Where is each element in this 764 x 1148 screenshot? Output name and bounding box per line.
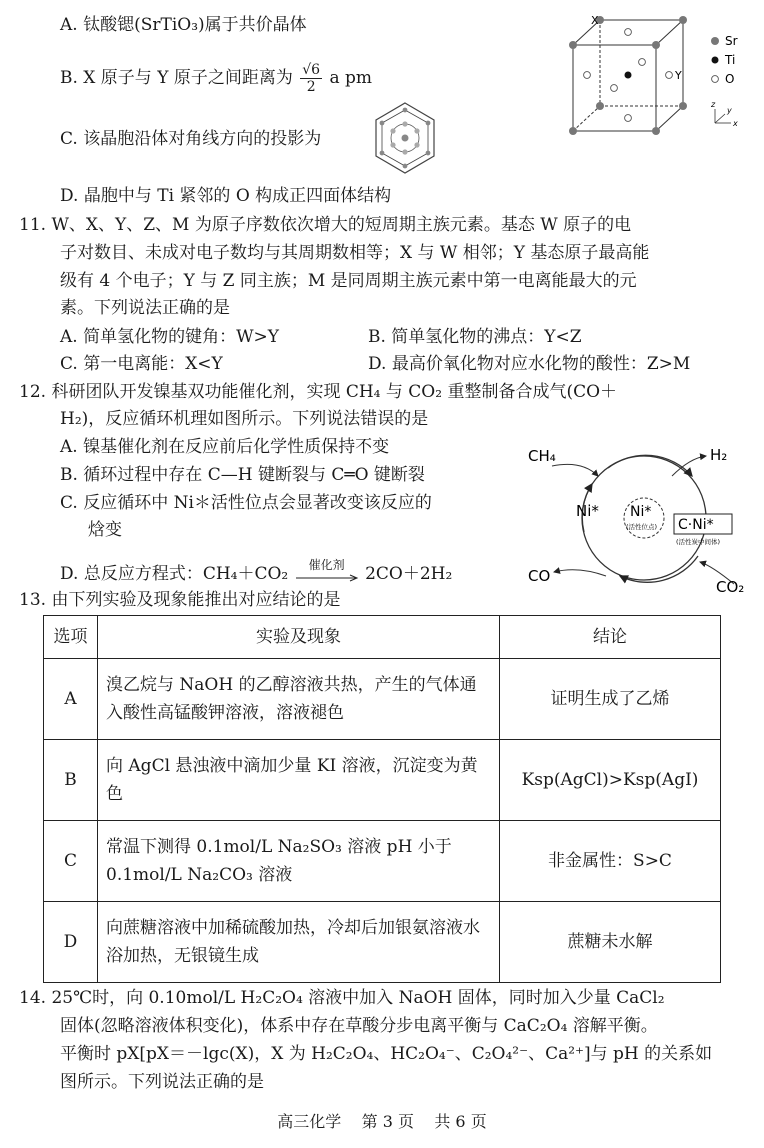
catalytic-cycle-diagram [522,436,758,600]
q12-line-2: H₂)，反应循环机理如图所示。下列说法错误的是 [60,409,429,429]
diagonal-projection-figure [372,100,438,176]
table-row [44,821,721,902]
ch4-label: CH₄ [528,447,556,465]
q11-option-b: B. 简单氢化物的沸点：Y<Z [368,327,582,347]
q11-line-1: 11. W、X、Y、Z、M 为原子序数依次增大的短周期主族元素。基态 W 原子的电 [19,215,632,235]
header-conclusion: 结论 [500,616,721,659]
row-conclusion: 证明生成了乙烯 [500,659,721,740]
q12-option-b: B. 循环过程中存在 C—H 键断裂与 C═O 键断裂 [60,465,425,485]
legend-ti: Ti [725,53,736,67]
q12-option-c-line-1: C. 反应循环中 Ni＊活性位点会显著改变该反应的 [60,493,432,513]
q11-line-2: 子对数目、未成对电子数均与其周期数相等；X 与 W 相邻；Y 基态原子最高能 [60,243,650,263]
q12-option-d [60,557,453,584]
row-experiment: 向 AgCl 悬浊液中滴加少量 KI 溶液，沉淀变为黄色 [98,740,500,821]
row-option: D [44,902,98,983]
reaction-arrow-icon [294,574,360,582]
intermediate-note: (活性炭中间体) [676,538,721,546]
header-option: 选项 [44,616,98,659]
q11-option-c: C. 第一电离能：X<Y [60,354,223,374]
table-row [44,740,721,821]
row-conclusion: 非金属性：S>C [500,821,721,902]
header-experiment: 实验及现象 [98,616,500,659]
q11-option-d: D. 最高价氧化物对应水化物的酸性：Z>M [368,354,691,374]
axis-z-label: z [711,100,716,109]
q10-option-d: D. 晶胞中与 Ti 紧邻的 O 构成正四面体结构 [60,186,392,206]
q14-line-4: 图所示。下列说法正确的是 [60,1072,264,1092]
q10-option-a: A. 钛酸锶(SrTiO₃)属于共价晶体 [60,15,307,35]
row-option: B [44,740,98,821]
row-conclusion: 蔗糖未水解 [500,902,721,983]
catalyst-arrow [294,557,360,582]
q10-option-b [60,62,372,95]
ni-active-site-label: Ni* [576,502,599,520]
q12-option-d-products: 2CO＋2H₂ [365,564,453,584]
atom-label-x: X [591,14,599,27]
perovskite-unit-cell [555,10,760,140]
axis-y-label: y [727,106,732,115]
catalyst-label: 催化剂 [308,557,345,572]
q12-option-a: A. 镍基催化剂在反应前后化学性质保持不变 [60,437,390,457]
q10-option-c: C. 该晶胞沿体对角线方向的投影为 [60,129,322,149]
fraction-denominator: 2 [306,79,316,95]
q11-line-4: 素。下列说法正确的是 [60,298,230,318]
co-label: CO [528,567,551,585]
table-header-row [44,616,721,659]
q11-line-3: 级有 4 个电子；Y 与 Z 同主族；M 是同周期主族元素中第一电离能最大的元 [60,271,637,291]
q12-option-d-reactants: D. 总反应方程式：CH₄＋CO₂ [60,564,289,584]
h2-label: H₂ [710,446,728,464]
q13-title: 13. 由下列实验及现象能推出对应结论的是 [19,590,341,610]
row-experiment: 溴乙烷与 NaOH 的乙醇溶液共热，产生的气体通入酸性高锰酸钾溶液，溶液褪色 [98,659,500,740]
q12-line-1: 12. 科研团队开发镍基双功能催化剂，实现 CH₄ 与 CO₂ 重整制备合成气(CO＋ [19,382,618,402]
q12-option-c-line-2: 焓变 [88,520,122,540]
axis-x-label: x [733,119,738,128]
row-option: C [44,821,98,902]
q14-line-1: 14. 25℃时，向 0.10mol/L H₂C₂O₄ 溶液中加入 NaOH 固体，同时加入少量 CaCl₂ [19,988,665,1008]
center-note: (活性位点) [626,523,658,531]
q14-line-2: 固体(忽略溶液体积变化)，体系中存在草酸分步电离平衡与 CaC₂O₄ 溶解平衡。 [60,1016,658,1036]
co2-label: CO₂ [716,578,745,596]
row-option: A [44,659,98,740]
q14-line-3: 平衡时 pX[pX＝－lgc(X)，X 为 H₂C₂O₄、HC₂O₄⁻、C₂O₄²⁻、Ca²⁺]与 pH 的关系如 [60,1044,713,1064]
legend-o: O [725,72,735,86]
row-experiment: 向蔗糖溶液中加稀硫酸加热，冷却后加银氨溶液水浴加热，无银镜生成 [98,902,500,983]
q10-option-b-text: B. X 原子与 Y 原子之间距离为 [60,68,293,88]
ni-center-label: Ni* [630,504,652,520]
q11-option-a: A. 简单氢化物的键角：W>Y [60,327,280,347]
q10-option-b-unit: a pm [329,68,373,88]
row-experiment: 常温下测得 0.1mol/L Na₂SO₃ 溶液 pH 小于 0.1mol/L Na₂CO₃ 溶液 [98,821,500,902]
fraction-numerator: √6 [302,62,321,78]
legend-sr: Sr [725,34,738,48]
experiment-table [43,615,721,983]
page-footer: 高三化学 第 3 页 共 6 页 [277,1112,487,1131]
table-row [44,659,721,740]
distance-fraction [300,62,322,95]
row-conclusion: Ksp(AgCl)>Ksp(AgI) [500,740,721,821]
table-row [44,902,721,983]
c-ni-intermediate-label: C·Ni* [678,517,714,533]
atom-label-y: Y [675,69,682,82]
